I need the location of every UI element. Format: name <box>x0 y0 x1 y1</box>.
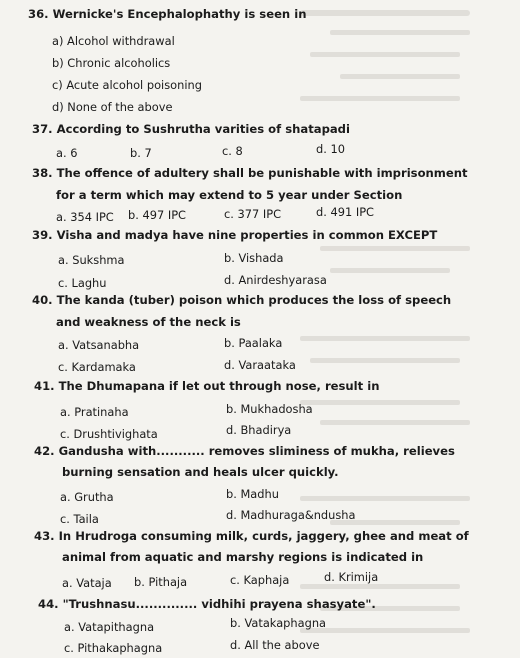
option-42c: c. Taila <box>60 512 99 526</box>
option-41a: a. Pratinaha <box>60 405 129 419</box>
option-42b: b. Madhu <box>226 487 279 501</box>
option-36d: d) None of the above <box>52 100 173 114</box>
question-number: 38. <box>32 166 53 180</box>
question-42-continued: burning sensation and heals ulcer quickly. <box>62 465 339 479</box>
question-43-continued: animal from aquatic and marshy regions is indicated in <box>62 550 424 564</box>
option-38a: a. 354 IPC <box>56 210 114 224</box>
question-number: 39. <box>32 228 53 242</box>
question-number: 42. <box>34 444 55 458</box>
option-39c: c. Laghu <box>58 276 107 290</box>
option-44b: b. Vatakaphagna <box>230 616 327 630</box>
question-number: 43. <box>34 529 55 543</box>
option-38c: c. 377 IPC <box>224 207 282 221</box>
question-text: In Hrudroga consuming milk, curds, jaggery, ghee and meat of <box>58 529 469 543</box>
question-39 <box>32 225 437 245</box>
option-37a: a. 6 <box>56 146 78 160</box>
question-40-continued: and weakness of the neck is <box>56 315 241 329</box>
question-42 <box>34 441 455 461</box>
option-41b: b. Mukhadosha <box>226 402 313 416</box>
option-44d: d. All the above <box>230 638 320 652</box>
question-43 <box>34 526 469 546</box>
question-number: 40. <box>32 293 53 307</box>
question-number: 37. <box>32 122 53 136</box>
question-text: The Dhumapana if let out through nose, result in <box>58 379 380 393</box>
option-44a: a. Vatapithagna <box>64 620 155 634</box>
question-number: 36. <box>28 7 49 21</box>
option-39b: b. Vishada <box>224 251 284 265</box>
option-40c: c. Kardamaka <box>58 360 136 374</box>
question-text: The offence of adultery shall be punishable with imprisonment <box>56 166 468 180</box>
option-36b: b) Chronic alcoholics <box>52 56 171 70</box>
option-40d: d. Varaataka <box>224 358 296 372</box>
option-38b: b. 497 IPC <box>128 208 187 222</box>
option-40a: a. Vatsanabha <box>58 338 140 352</box>
option-42a: a. Grutha <box>60 490 114 504</box>
option-39d: d. Anirdeshyarasa <box>224 273 327 287</box>
question-38 <box>32 163 468 183</box>
question-number: 41. <box>34 379 55 393</box>
question-text: Visha and madya have nine properties in common EXCEPT <box>56 228 438 242</box>
option-44c: c. Pithakaphagna <box>64 641 163 655</box>
question-text: The kanda (tuber) poison which produces the loss of speech <box>56 293 452 307</box>
option-43b: b. Pithaja <box>134 575 188 589</box>
question-44 <box>38 594 376 614</box>
option-37b: b. 7 <box>130 146 152 160</box>
option-40b: b. Paalaka <box>224 336 283 350</box>
question-40 <box>32 290 451 310</box>
option-43d: d. Krimija <box>324 570 379 584</box>
question-text: Wernicke's Encephalophathy is seen in <box>52 7 307 21</box>
option-41c: c. Drushtivighata <box>60 427 158 441</box>
question-41 <box>34 376 379 396</box>
question-36 <box>28 4 306 24</box>
option-39a: a. Sukshma <box>58 253 125 267</box>
question-text: According to Sushrutha varities of shatapadi <box>56 122 350 136</box>
question-37 <box>32 119 350 139</box>
option-42d: d. Madhuraga&ndusha <box>226 508 356 522</box>
question-38-continued: for a term which may extend to 5 year under Section <box>56 188 403 202</box>
option-43c: c. Kaphaja <box>230 573 290 587</box>
question-number: 44. <box>38 597 59 611</box>
option-43a: a. Vataja <box>62 576 112 590</box>
option-36a: a) Alcohol withdrawal <box>52 34 175 48</box>
option-37d: d. 10 <box>316 142 345 156</box>
question-text: Gandusha with........... removes sliminess of mukha, relieves <box>58 444 455 458</box>
option-41d: d. Bhadirya <box>226 423 292 437</box>
option-37c: c. 8 <box>222 144 243 158</box>
option-38d: d. 491 IPC <box>316 205 375 219</box>
question-text: "Trushnasu.............. vidhihi prayena shasyate". <box>62 597 376 611</box>
option-36c: c) Acute alcohol poisoning <box>52 78 202 92</box>
